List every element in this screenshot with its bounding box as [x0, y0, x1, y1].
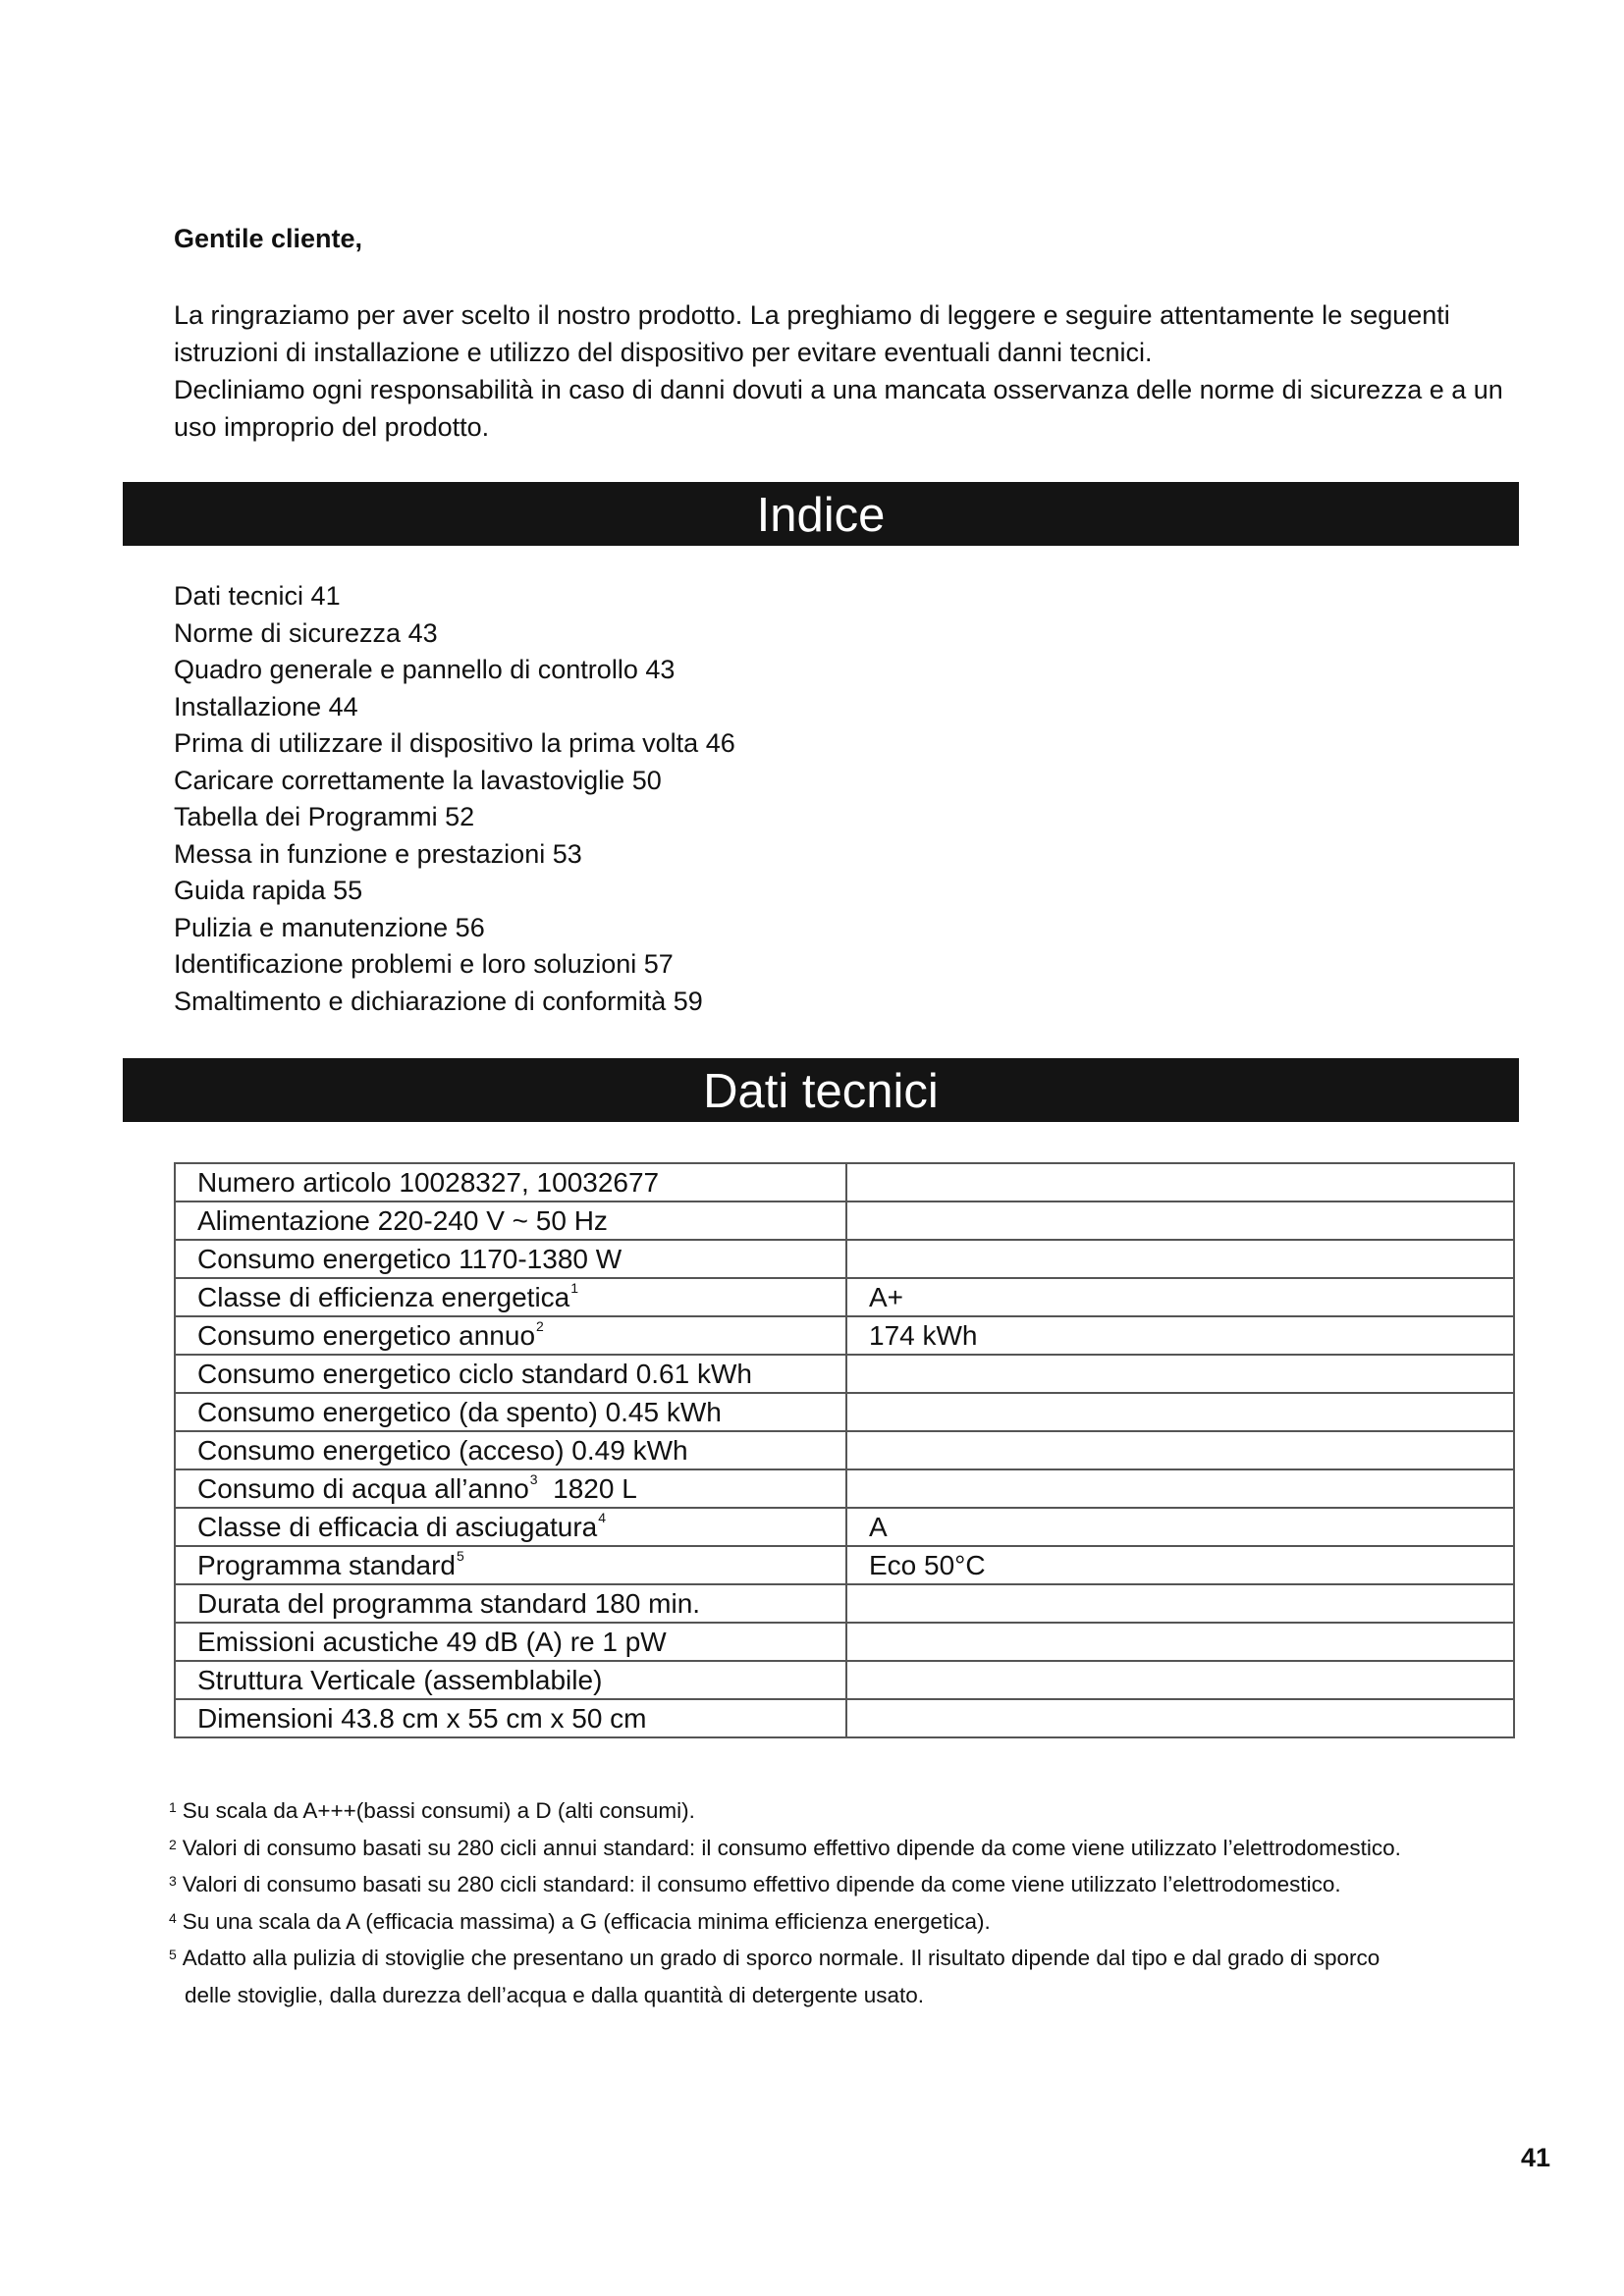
spec-label-cell [175, 1508, 846, 1546]
footnote-marker: 1 [570, 1279, 579, 1296]
spec-label: Consumo energetico 1170-1380 W [197, 1243, 623, 1274]
index-heading: Indice [756, 488, 886, 542]
specs-heading: Dati tecnici [703, 1064, 939, 1118]
footnote [169, 1940, 1524, 1977]
spec-label: Programma standard [197, 1549, 457, 1580]
index-heading-banner [123, 482, 1519, 546]
spec-row [175, 1316, 1514, 1355]
spec-label: Numero articolo 10028327, 10032677 [197, 1166, 660, 1198]
spec-label-cell [175, 1240, 846, 1278]
spec-value [846, 1623, 1514, 1661]
footnote-marker: 4 [598, 1509, 607, 1525]
spec-row [175, 1355, 1514, 1393]
intro-text [174, 296, 1519, 446]
toc-item: Messa in funzione e prestazioni 53 [174, 838, 582, 869]
footnote-marker: 2 [536, 1317, 544, 1334]
spec-row [175, 1508, 1514, 1546]
spec-value [846, 1469, 1514, 1508]
footnote-marker: 5 [457, 1547, 464, 1564]
specs-heading-banner [123, 1058, 1519, 1122]
spec-value [846, 1355, 1514, 1393]
intro-paragraph: Decliniamo ogni responsabilità in caso di danni dovuti a una mancata osservanza delle norme di sicurezza e a un uso improprio del prodotto. [174, 375, 1503, 442]
spec-label-cell [175, 1584, 846, 1623]
spec-value [846, 1240, 1514, 1278]
spec-label-cell [175, 1163, 846, 1201]
spec-row [175, 1278, 1514, 1316]
spec-label: Consumo energetico (da spento) 0.45 kWh [197, 1396, 722, 1427]
spec-label-cell [175, 1699, 846, 1737]
spec-label-cell [175, 1355, 846, 1393]
spec-value: Eco 50°C [846, 1546, 1514, 1584]
footnote [169, 1903, 1524, 1941]
spec-label-cell [175, 1393, 846, 1431]
specs-table-body [175, 1163, 1514, 1737]
spec-label-cell [175, 1278, 846, 1316]
spec-label-cell [175, 1661, 846, 1699]
spec-label: Struttura Verticale (assemblabile) [197, 1664, 603, 1695]
spec-label-cell [175, 1546, 846, 1584]
spec-row [175, 1469, 1514, 1508]
spec-label: Classe di efficienza energetica [197, 1281, 570, 1312]
spec-label: Dimensioni 43.8 cm x 55 cm x 50 cm [197, 1702, 647, 1734]
spec-row [175, 1201, 1514, 1240]
spec-value: A+ [846, 1278, 1514, 1316]
footnote [169, 1792, 1524, 1830]
toc-item: Quadro generale e pannello di controllo 43 [174, 655, 676, 684]
toc-item: Installazione 44 [174, 691, 358, 721]
spec-label-cell [175, 1316, 846, 1355]
intro-paragraph: La ringraziamo per aver scelto il nostro prodotto. La preghiamo di leggere e seguire attentamente le seguenti istruzioni di installazione e utilizzo del dispositivo per evitare eventuali danni tecnici. [174, 300, 1450, 367]
spec-row [175, 1584, 1514, 1623]
spec-row [175, 1163, 1514, 1201]
toc-item: Pulizia e manutenzione 56 [174, 912, 485, 942]
footnote-number: 4 [169, 1909, 177, 1926]
spec-label: Classe di efficacia di asciugatura [197, 1511, 598, 1542]
footnote-text: Su una scala da A (efficacia massima) a G (efficacia minima efficienza energetica). [182, 1908, 991, 1934]
toc-item: Norme di sicurezza 43 [174, 617, 438, 648]
spec-value: A [846, 1508, 1514, 1546]
toc-item: Smaltimento e dichiarazione di conformità 59 [174, 986, 703, 1016]
spec-label: Consumo energetico ciclo standard 0.61 kWh [197, 1358, 752, 1389]
footnote-text: Adatto alla pulizia di stoviglie che presentano un grado di sporco normale. Il risultato dipende dal tipo e dal grado di sporco [182, 1946, 1380, 1970]
spec-label-cell [175, 1431, 846, 1469]
footnote-number: 5 [169, 1947, 177, 1962]
footnotes [169, 1792, 1524, 2013]
footnote-continuation: delle stoviglie, dalla durezza dell’acqua e dalla quantità di detergente usato. [185, 1982, 925, 2007]
spec-value [846, 1163, 1514, 1201]
page-number: 41 [1521, 2143, 1551, 2172]
spec-value: 174 kWh [846, 1316, 1514, 1355]
spec-row [175, 1699, 1514, 1737]
toc-item: Identificazione problemi e loro soluzioni 57 [174, 949, 674, 979]
footnote-text: Valori di consumo basati su 280 cicli annui standard: il consumo effettivo dipende da come viene utilizzato l’elettrodomestico. [182, 1835, 1401, 1860]
spec-label-cell [175, 1469, 846, 1508]
spec-label: Alimentazione 220-240 V ~ 50 Hz [197, 1204, 608, 1236]
spec-value [846, 1584, 1514, 1623]
spec-value [846, 1661, 1514, 1699]
spec-label-cell [175, 1201, 846, 1240]
spec-row [175, 1431, 1514, 1469]
spec-label: Consumo di acqua all’anno [197, 1472, 529, 1504]
toc-item: Caricare correttamente la lavastoviglie 50 [174, 765, 662, 795]
spec-value [846, 1699, 1514, 1737]
specs-table [174, 1162, 1515, 1738]
spec-row [175, 1240, 1514, 1278]
footnote-text: Su scala da A+++(bassi consumi) a D (alti consumi). [182, 1798, 695, 1823]
spec-row [175, 1393, 1514, 1431]
spec-label: Consumo energetico (acceso) 0.49 kWh [197, 1434, 688, 1466]
footnote-marker: 3 [529, 1470, 538, 1487]
footnote [169, 1866, 1524, 1903]
toc-item: Tabella dei Programmi 52 [174, 802, 475, 831]
toc-item: Guida rapida 55 [174, 876, 363, 905]
table-of-contents [174, 578, 735, 1020]
footnote-number: 2 [169, 1836, 177, 1852]
footnote-number: 1 [169, 1799, 177, 1815]
footnote-number: 3 [169, 1873, 177, 1889]
footnote-text: Valori di consumo basati su 280 cicli standard: il consumo effettivo dipende da come viene utilizzato l’elettrodomestico. [182, 1872, 1341, 1896]
greeting: Gentile cliente, [174, 224, 363, 253]
spec-row [175, 1661, 1514, 1699]
spec-label: Durata del programma standard 180 min. [197, 1587, 701, 1619]
spec-label: Emissioni acustiche 49 dB (A) re 1 pW [197, 1626, 667, 1657]
spec-label: Consumo energetico annuo [197, 1319, 536, 1351]
footnote [169, 1830, 1524, 1867]
spec-label-cell [175, 1623, 846, 1661]
toc-item: Prima di utilizzare il dispositivo la prima volta 46 [174, 728, 735, 758]
spec-row [175, 1623, 1514, 1661]
spec-label-suffix: 1820 L [537, 1472, 637, 1504]
spec-value [846, 1201, 1514, 1240]
toc-item: Dati tecnici 41 [174, 581, 341, 611]
spec-value [846, 1431, 1514, 1469]
spec-value [846, 1393, 1514, 1431]
spec-row [175, 1546, 1514, 1584]
